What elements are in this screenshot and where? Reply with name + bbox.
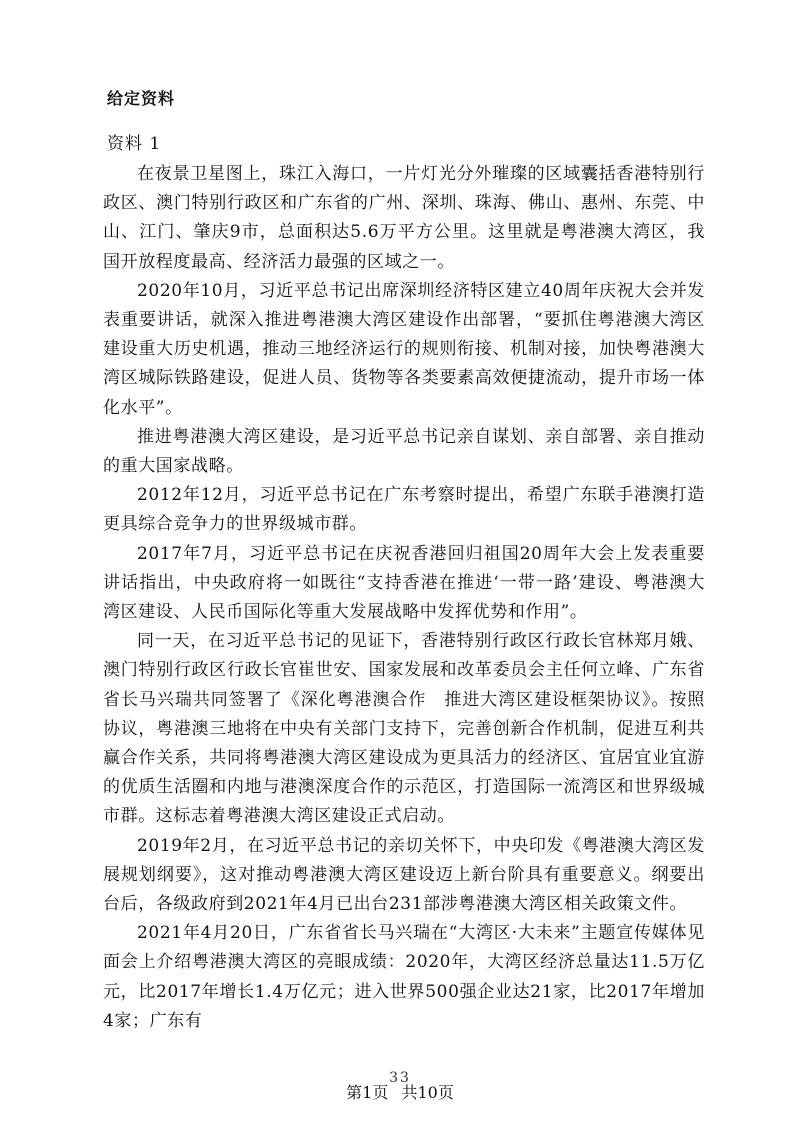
- paragraph: 2019年2月，在习近平总书记的亲切关怀下，中央印发《粤港澳大湾区发展规划纲要》，这对推动粤港澳大湾区建设迈上新台阶具有重要意义。纲要出台后，各级政府到2021年4月已出台231部涉粤港澳大湾区相关政策文件。: [103, 835, 705, 915]
- paragraph: 同一天，在习近平总书记的见证下，香港特别行政区行政长官林郑月娥、澳门特别行政区行政长官崔世安、国家发展和改革委员会主任何立峰、广东省省长马兴瑞共同签署了《深化粤港澳合作 推进大湾区建设框架协议》。按照协议，粤港澳三地将在中央有关部门支持下，完善创新合作机制，促进互利共赢合作关系，共同将粤港澳大湾区建设成为更具活力的经济区、宜居宜业宜游的优质生活圈和内地与港澳深度合作的示范区，打造国际一流湾区和世界级城市群。这标志着粤港澳大湾区建设正式启动。: [103, 631, 705, 827]
- page-footer: [0, 1080, 800, 1103]
- body-text: [103, 160, 705, 1036]
- paragraph: 在夜景卫星图上，珠江入海口，一片灯光分外璀璨的区域囊括香港特别行政区、澳门特别行政区和广东省的广州、深圳、珠海、佛山、惠州、东莞、中山、江门、肇庆9市，总面积达5.6万平方公里。这里就是粤港澳大湾区，我国开放程度最高、经济活力最强的区域之一。: [103, 164, 705, 272]
- paragraph: 2017年7月，习近平总书记在庆祝香港回归祖国20周年大会上发表重要讲话指出，中央政府将一如既往“支持香港在推进‘一带一路’建设、粤港澳大湾区建设、人民币国际化等重大发展战略中发挥优势和作用”。: [103, 543, 705, 623]
- paragraph: 2021年4月20日，广东省省长马兴瑞在“大湾区·大未来”主题宣传媒体见面会上介绍粤港澳大湾区的亮眼成绩：2020年，大湾区经济总量达11.5万亿元，比2017年增长1.4万亿元；进入世界500强企业达21家，比2017年增加4家；广东有: [103, 923, 705, 1031]
- paragraph: 2012年12月，习近平总书记在广东考察时提出，希望广东联手港澳打造更具综合竞争力的世界级城市群。: [103, 485, 705, 535]
- section-title: 给定资料: [107, 89, 176, 108]
- page-number: 第1页: [346, 1083, 389, 1102]
- material-label: 资料 1: [107, 134, 162, 154]
- overlay-page-number: 33: [389, 1070, 411, 1086]
- paragraph: 推进粤港澳大湾区建设，是习近平总书记亲自谋划、亲自部署、亲自推动的重大国家战略。: [103, 426, 705, 477]
- paragraph: 2020年10月，习近平总书记出席深圳经济特区建立40周年庆祝大会并发表重要讲话，就深入推进粤港澳大湾区建设作出部署，“要抓住粤港澳大湾区建设重大历史机遇，推动三地经济运行的规则衔接、机制对接，加快粤港澳大湾区城际铁路建设，促进人员、货物等各类要素高效便捷流动，提升市场一体化水平”。: [103, 280, 705, 418]
- total-pages: 共10页: [401, 1083, 454, 1102]
